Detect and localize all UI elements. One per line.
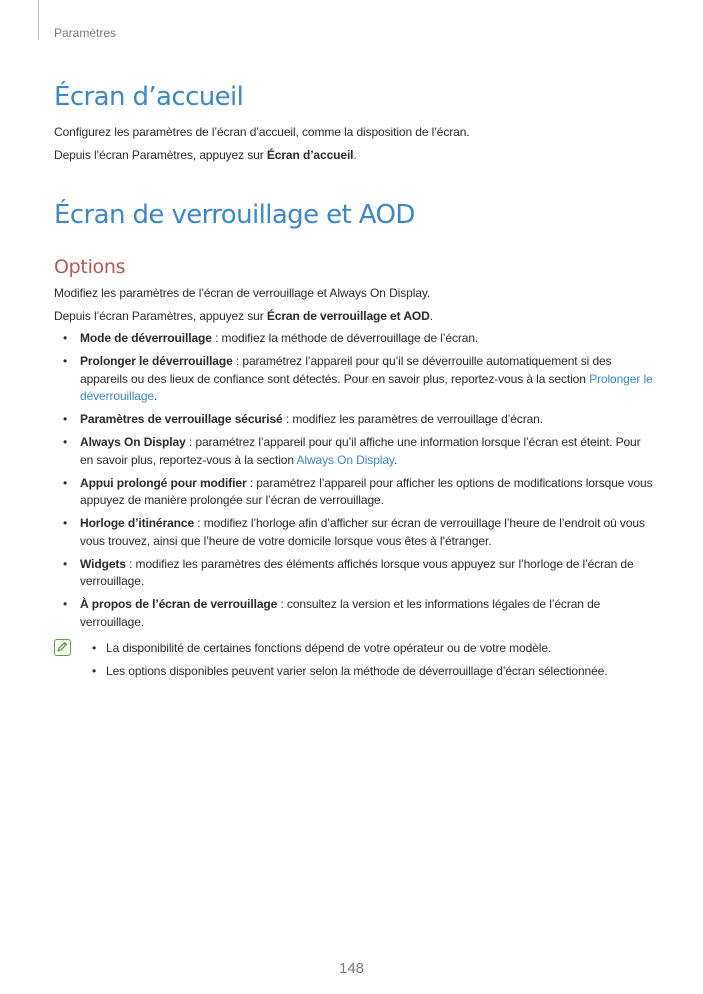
- home-screen-instruction: Depuis l’écran Paramètres, appuyez sur Écran d’accueil.: [54, 148, 357, 162]
- list-item: • Always On Display : paramétrez l’appareil pour qu’il affiche une information lorsque l’écran est éteint. Pour en savoir plus, reportez-vous à la section Always On Display.: [63, 435, 641, 467]
- list-item: • Appui prolongé pour modifier : paramétrez l’appareil pour afficher les options de modifications lorsque vous appuyez de manière prolongée sur l’écran de verrouillage.: [63, 475, 653, 507]
- page-number: 148: [338, 960, 365, 977]
- list-item: • Widgets : modifiez les paramètres des éléments affichés lorsque vous appuyez sur l’horloge de l’écran de verrouillage.: [63, 556, 634, 588]
- home-screen-menu-name: Écran d’accueil: [266, 148, 354, 162]
- list-item: • À propos de l’écran de verrouillage : consultez la version et les informations légales de l’écran de verrouillage.: [63, 597, 601, 629]
- home-screen-description: Configurez les paramètres de l’écran d’accueil, comme la disposition de l’écran.: [54, 125, 470, 139]
- options-heading: Options: [54, 256, 126, 278]
- note-box: [54, 637, 654, 683]
- link-extend-unlock[interactable]: Prolonger le déverrouillage: [80, 371, 653, 403]
- section-title-lock-screen: Écran de verrouillage et AOD: [54, 200, 415, 230]
- note-item: • Les options disponibles peuvent varier selon la méthode de déverrouillage d’écran sélectionnée.: [92, 663, 608, 678]
- section-title-home-screen: Écran d’accueil: [54, 82, 244, 112]
- list-item: • Prolonger le déverrouillage : paramétrez l’appareil pour qu’il se déverrouille automatiquement si des appareils ou des lieux de confiance sont détectés. Pour en savoir plus, reportez-vous à la section Prolonger le déverrouillage.: [63, 354, 653, 403]
- note-pencil-icon: [54, 639, 71, 656]
- link-always-on-display[interactable]: Always On Display: [296, 452, 394, 467]
- lock-screen-instruction: Depuis l’écran Paramètres, appuyez sur Écran de verrouillage et AOD.: [54, 309, 433, 323]
- page-content: [54, 80, 654, 683]
- list-item: • Horloge d’itinérance : modifiez l’horloge afin d’afficher sur écran de verrouillage l’heure de l’endroit où vous vous trouvez, ainsi que l’heure de votre domicile lorsque vous êtes à l’étranger.: [63, 516, 645, 548]
- list-item: • Paramètres de verrouillage sécurisé : modifiez les paramètres de verrouillage d’écran.: [63, 412, 543, 426]
- header-rule: [38, 0, 39, 40]
- options-list: [54, 330, 654, 631]
- lock-screen-description: Modifiez les paramètres de l’écran de verrouillage et Always On Display.: [54, 286, 431, 300]
- lock-screen-menu-name: Écran de verrouillage et AOD: [266, 309, 430, 323]
- running-head: Paramètres: [54, 26, 117, 40]
- note-item: • La disponibilité de certaines fonctions dépend de votre opérateur ou de votre modèle.: [92, 640, 552, 655]
- list-item: • Mode de déverrouillage : modifiez la méthode de déverrouillage de l’écran.: [63, 331, 479, 345]
